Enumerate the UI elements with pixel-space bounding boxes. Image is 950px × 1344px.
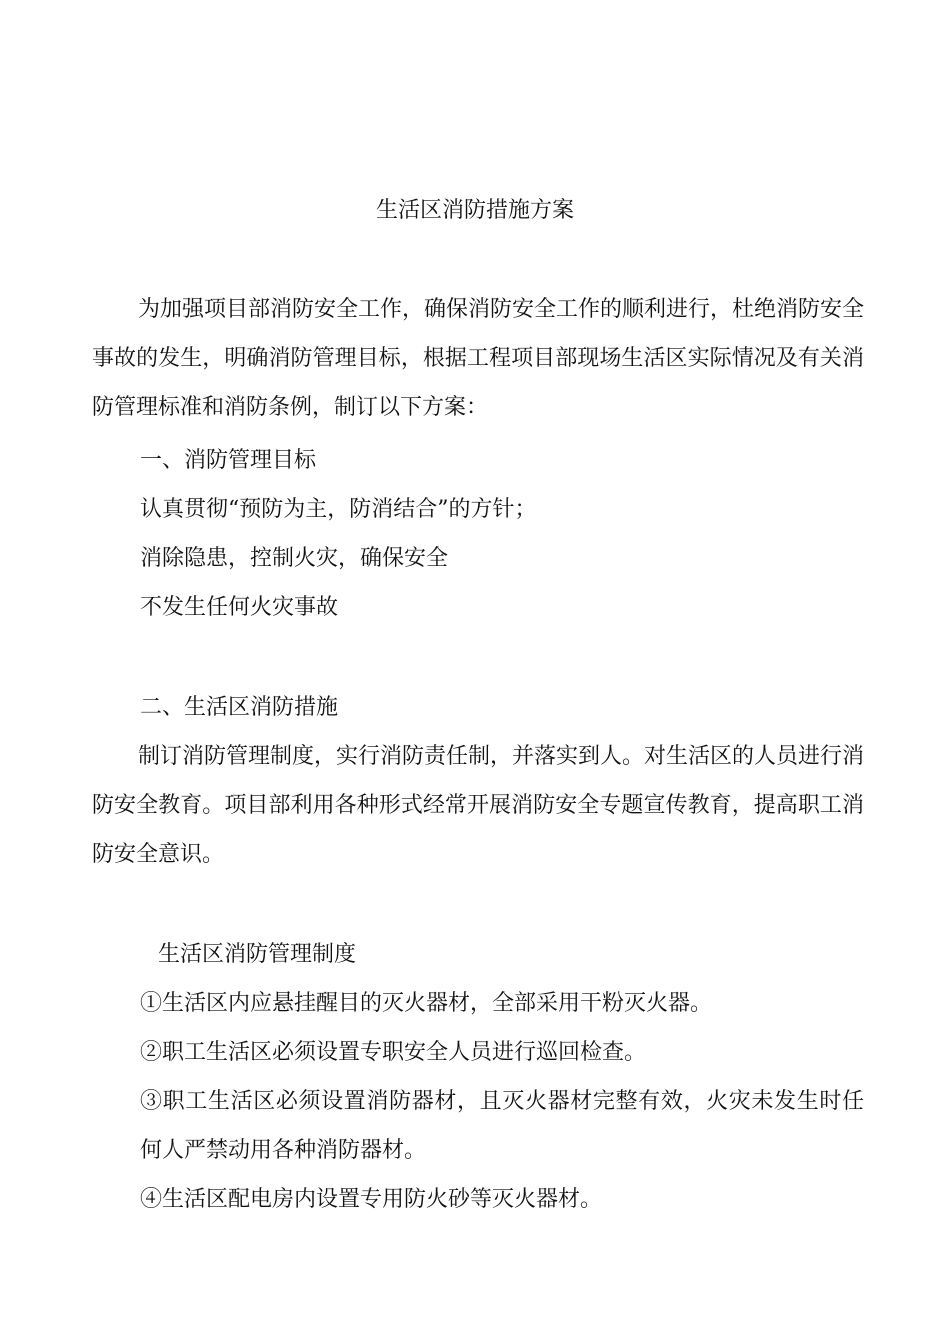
- rule-item-3: ③职工生活区必须设置消防器材，且灭火器材完整有效，火灾未发生时任何人严禁动用各种消防器材。: [140, 1089, 864, 1163]
- section1-line-3: 不发生任何火灾事故: [140, 595, 339, 620]
- rule-item-2: ②职工生活区必须设置专职安全人员进行巡回检查。: [140, 1040, 647, 1065]
- section1-line-2: 消除隐患，控制火灾，确保安全: [140, 546, 449, 571]
- section3-heading: 生活区消防管理制度: [158, 942, 357, 967]
- rule-item-4: ④生活区配电房内设置专用防火砂等灭火器材。: [140, 1187, 603, 1212]
- document-title: 生活区消防措施方案: [375, 198, 574, 223]
- section1-line-1: 认真贯彻“预防为主，防消结合”的方针；: [140, 497, 537, 522]
- section2-paragraph: 制订消防管理制度，实行消防责任制，并落实到人。对生活区的人员进行消防安全教育。项目部利用各种形式经常开展消防安全专题宣传教育，提高职工消防安全意识。: [92, 744, 865, 867]
- section1-heading: 一、消防管理目标: [140, 448, 317, 473]
- section2-heading: 二、生活区消防措施: [140, 695, 339, 720]
- rule-item-1: ①生活区内应悬挂醒目的灭火器材，全部采用干粉灭火器。: [140, 991, 713, 1016]
- intro-paragraph: 为加强项目部消防安全工作，确保消防安全工作的顺利进行，杜绝消防安全事故的发生，明确消防管理目标，根据工程项目部现场生活区实际情况及有关消防管理标准和消防条例，制订以下方案：: [92, 297, 865, 420]
